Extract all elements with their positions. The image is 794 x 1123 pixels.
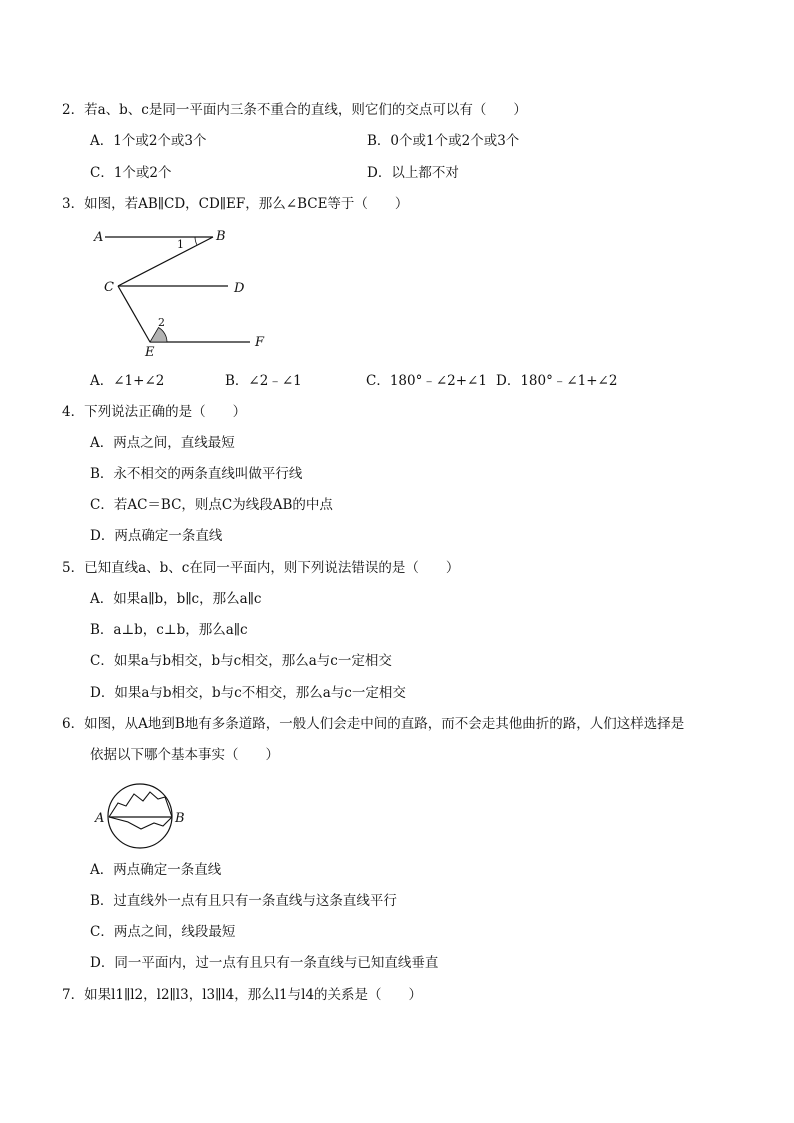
question-3-stem: [62, 195, 408, 213]
roads-figure: [92, 782, 212, 852]
option-d: D．180°﹣∠1+∠2: [496, 373, 618, 389]
label-c: C: [104, 280, 114, 295]
label-f: F: [255, 335, 265, 350]
option-d: D．以上都不对: [367, 165, 459, 181]
question-text: 如图，从A地到B地有多条道路，一般人们会走中间的直路，而不会走其他曲折的路，人们这样选择是: [84, 716, 685, 732]
option-a: A．两点之间，直线最短: [90, 435, 235, 451]
question-text: 已知直线a、b、c在同一平面内，则下列说法错误的是（ ）: [84, 560, 460, 576]
option-b: B．a⊥b，c⊥b，那么a∥c: [90, 622, 248, 638]
angle-1-label: 1: [177, 238, 184, 251]
question-number: 2．: [62, 102, 85, 118]
question-5-stem: [62, 559, 459, 577]
question-number: 6．: [62, 716, 85, 732]
question-6-stem-continued: 依据以下哪个基本事实（ ）: [90, 747, 279, 763]
label-b: B: [175, 811, 185, 826]
question-number: 4．: [62, 404, 85, 420]
option-a: A．如果a∥b，b∥c，那么a∥c: [90, 591, 262, 607]
option-a: A．∠1+∠2: [90, 373, 165, 389]
option-d: D．如果a与b相交，b与c不相交，那么a与c一定相交: [90, 685, 406, 701]
option-a: A．1个或2个或3个: [90, 133, 207, 149]
label-e: E: [145, 345, 155, 360]
label-d: D: [234, 281, 245, 296]
option-c: C．两点之间，线段最短: [90, 924, 236, 940]
question-text: 若a、b、c是同一平面内三条不重合的直线，则它们的交点可以有（ ）: [84, 102, 527, 118]
label-a: A: [94, 230, 104, 245]
option-c: C．如果a与b相交，b与c相交，那么a与c一定相交: [90, 653, 392, 669]
option-c: C．180°﹣∠2+∠1: [366, 373, 487, 389]
question-2-stem: [62, 101, 527, 119]
question-6-stem: [62, 715, 684, 733]
parallel-lines-figure: [88, 222, 288, 362]
question-text: 下列说法正确的是（ ）: [84, 404, 247, 420]
option-d: D．两点确定一条直线: [90, 528, 223, 544]
option-b: B．永不相交的两条直线叫做平行线: [90, 466, 303, 482]
question-text: 如果l1∥l2，l2∥l3，l3∥l4，那么l1与l4的关系是（ ）: [84, 987, 423, 1003]
question-7-stem: [62, 986, 422, 1004]
question-number: 5．: [62, 560, 85, 576]
question-number: 3．: [62, 196, 85, 212]
angle-2-label: 2: [158, 316, 165, 329]
option-b: B．∠2﹣∠1: [225, 373, 302, 389]
label-a: A: [95, 811, 105, 826]
option-b: B．0个或1个或2个或3个: [367, 133, 520, 149]
question-4-stem: [62, 403, 246, 421]
option-c: C．1个或2个: [90, 165, 172, 181]
option-b: B．过直线外一点有且只有一条直线与这条直线平行: [90, 893, 397, 909]
option-d: D．同一平面内，过一点有且只有一条直线与已知直线垂直: [90, 955, 439, 971]
question-text: 如图，若AB∥CD，CD∥EF，那么∠BCE等于（ ）: [84, 196, 409, 212]
label-b: B: [216, 229, 226, 244]
option-a: A．两点确定一条直线: [90, 862, 222, 878]
option-c: C．若AC＝BC，则点C为线段AB的中点: [90, 497, 333, 513]
question-number: 7．: [62, 987, 85, 1003]
